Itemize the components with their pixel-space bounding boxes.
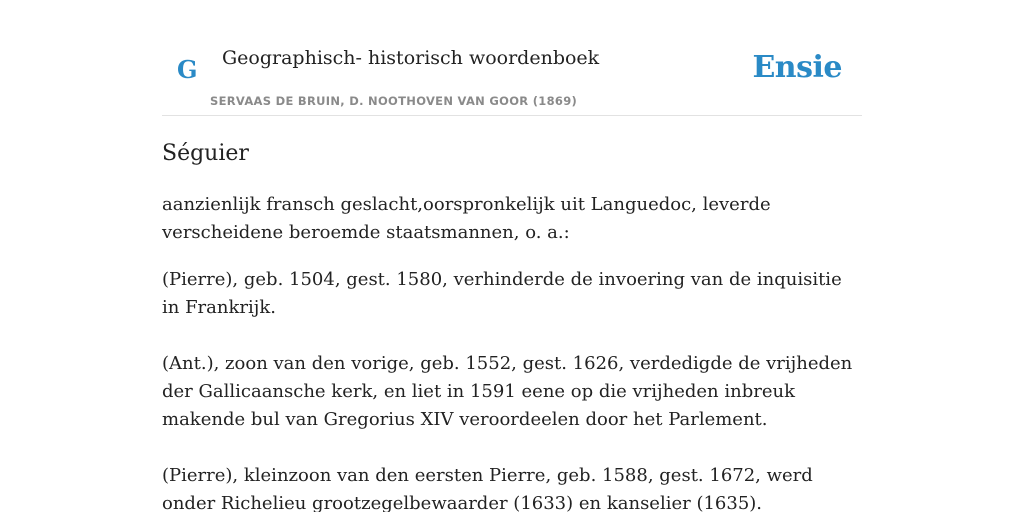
site-header: [162, 36, 862, 116]
entry-intro: aanzienlijk fransch geslacht,oorspronkelijk uit Languedoc, leverde verscheidene beroemde staatsmannen, o. a.:: [162, 194, 771, 243]
entry-title: Séguier: [162, 141, 249, 166]
entry-paragraph: (Pierre), kleinzoon van den eersten Pierre, geb. 1588, gest. 1672, werd onder Richelieu grootzegelbewaarder (1633) en kanselier (1635).: [162, 465, 813, 512]
book-logo[interactable]: G: [177, 55, 198, 84]
book-title-link[interactable]: Geographisch- historisch woordenboek: [222, 47, 600, 69]
entry-content: [162, 138, 862, 512]
entry-paragraph: (Ant.), zoon van den vorige, geb. 1552, gest. 1626, verdedigde de vrijheden der Gallicaansche kerk, en liet in 1591 eene op die vrijheden inbreuk makende bul van Gregorius XIV veroordeelen door het Parlement.: [162, 353, 853, 430]
entry-paragraph: (Pierre), geb. 1504, gest. 1580, verhinderde de invoering van de inquisitie in Frankrijk.: [162, 269, 842, 318]
book-author: SERVAAS DE BRUIN, D. NOOTHOVEN VAN GOOR (1869): [210, 94, 578, 108]
ensie-logo-link[interactable]: Ensie: [752, 50, 842, 85]
